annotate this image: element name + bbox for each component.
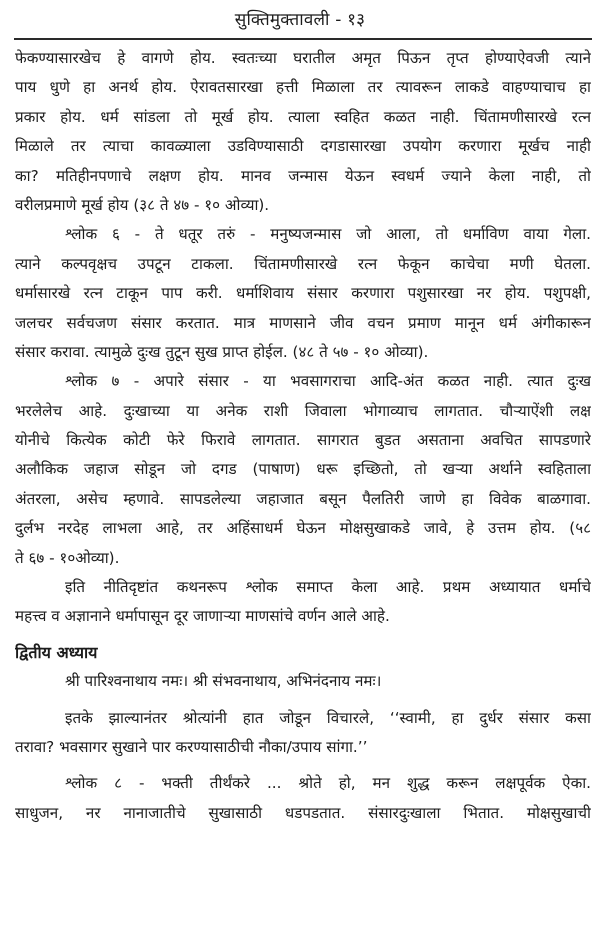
paragraph <box>15 44 591 220</box>
text-line: पाय धुणे हा अनर्थ होय. ऐरावतसारखा हत्ती मिळाला तर त्यावरून लाकडे वाहण्याचाच हा <box>15 78 591 97</box>
text-line: अलौकिक जहाज सोडून जो दगड (पाषाण) धरू इच्छितो, तो खऱ्या अर्थाने स्वहिताला <box>15 460 591 479</box>
paragraph <box>15 667 591 696</box>
text-line: इति नीतिदृष्टांत कथनरूप श्लोक समाप्त केला आहे. प्रथम अध्यायात धर्माचे <box>65 578 591 597</box>
section-heading: द्वितीय अध्याय <box>15 642 98 662</box>
text-line: संसार करावा. त्यामुळे दुःख तुटून सुख प्राप्त होईल. (४८ ते ५७ - १० ओव्या). <box>15 342 429 361</box>
text-line: महत्त्व व अज्ञानाने धर्मापासून दूर जाणाऱ्या माणसांचे वर्णन आले आहे. <box>15 607 390 626</box>
text-line: वरीलप्रमाणे मूर्ख होय (३८ ते ४७ - १० ओव्या). <box>15 195 270 214</box>
text-line: मिळाले तर त्याचा कावळ्याला उडविण्यासाठी दगडासारखा उपयोग करणारा मूर्खच नाही <box>15 137 591 156</box>
invocation-line: श्री पारिश्वनाथाय नमः। श्री संभवनाथाय, अभिनंदनाय नमः। <box>65 672 382 691</box>
paragraph <box>15 367 591 573</box>
paragraph <box>15 704 591 763</box>
text-line: धर्मासारखे रत्न टाकून पाप करी. धर्माशिवाय संसार करणारा पशुसारखा नर होय. पशुपक्षी, <box>15 284 591 303</box>
text-line: प्रकार होय. धर्म सांडला तो मूर्ख होय. त्याला स्वहित कळत नाही. चिंतामणीसारखे रत्न <box>15 107 591 126</box>
text-line: तरावा? भवसागर सुखाने पार करण्यासाठीची नौका/उपाय सांगा.’’ <box>15 737 368 756</box>
running-header: सुक्तिमुक्तावली - १३ <box>234 10 366 30</box>
text-line: का? मतिहीनपणाचे लक्षण होय. मानव जन्मास येऊन स्वधर्म ज्याने केला नाही, तो <box>15 166 591 185</box>
paragraph-gap <box>15 762 591 769</box>
page-body <box>15 44 591 828</box>
text-line: फेकण्यासारखेच हे वागणे होय. स्वतःच्या घरातील अमृत पिऊन तृप्त होण्याऐवजी त्याने <box>15 49 591 67</box>
text-line: अंतरला, असेच म्हणावे. सापडलेल्या जहाजात बसून पैलतिरी जाणे हा विवेक बाळगावा. <box>15 489 591 508</box>
header-rule <box>14 38 592 40</box>
text-line: भरलेलेच आहे. दुःखाच्या या अनेक राशी जिवाला भोगाव्याच लागतात. चौऱ्याऐंशी लक्ष <box>15 401 591 420</box>
paragraph <box>15 573 591 632</box>
paragraph <box>15 769 591 828</box>
paragraph <box>15 220 591 367</box>
text-line: त्याने कल्पवृक्षच उपटून टाकला. चिंतामणीसारखे रत्न फेकून काचेचा मणी घेतला. <box>15 254 591 273</box>
text-line: श्लोक ८ - भक्ती तीर्थंकरे ... श्रोते हो, मन शुद्ध करून लक्षपूर्वक ऐका. <box>65 774 591 793</box>
text-line: दुर्लभ नरदेह लाभला आहे, तर अहिंसाधर्म घेऊन मोक्षसुखाकडे जावे, हे उत्तम होय. (५८ <box>15 519 591 538</box>
paragraph-gap <box>15 697 591 704</box>
text-line: ते ६७ - १०ओव्या). <box>15 548 120 567</box>
text-line: इतके झाल्यानंतर श्रोत्यांनी हात जोडून विचारले, ‘‘स्वामी, हा दुर्धर संसार कसा <box>65 708 591 727</box>
text-line: जलचर सर्वचजण संसार करतात. मात्र माणसाने जीव वचन प्रमाण मानून धर्म अंगीकारून <box>15 313 591 332</box>
text-line: श्लोक ६ - ते धतूर तरुं - मनुष्यजन्मास जो आला, तो धर्माविण वाया गेला. <box>65 225 591 244</box>
text-line: साधुजन, नर नानाजातीचे सुखासाठी धडपडतात. संसारदुःखाला भितात. मोक्षसुखाची <box>15 803 591 822</box>
text-line: श्लोक ७ - अपारे संसार - या भवसागराचा आदि-अंत कळत नाही. त्यात दुःख <box>65 372 591 391</box>
text-line: योनीचे कित्येक कोटी फेरे फिरावे लागतात. सागरात बुडत असताना अवचित सापडणारे <box>15 431 591 450</box>
